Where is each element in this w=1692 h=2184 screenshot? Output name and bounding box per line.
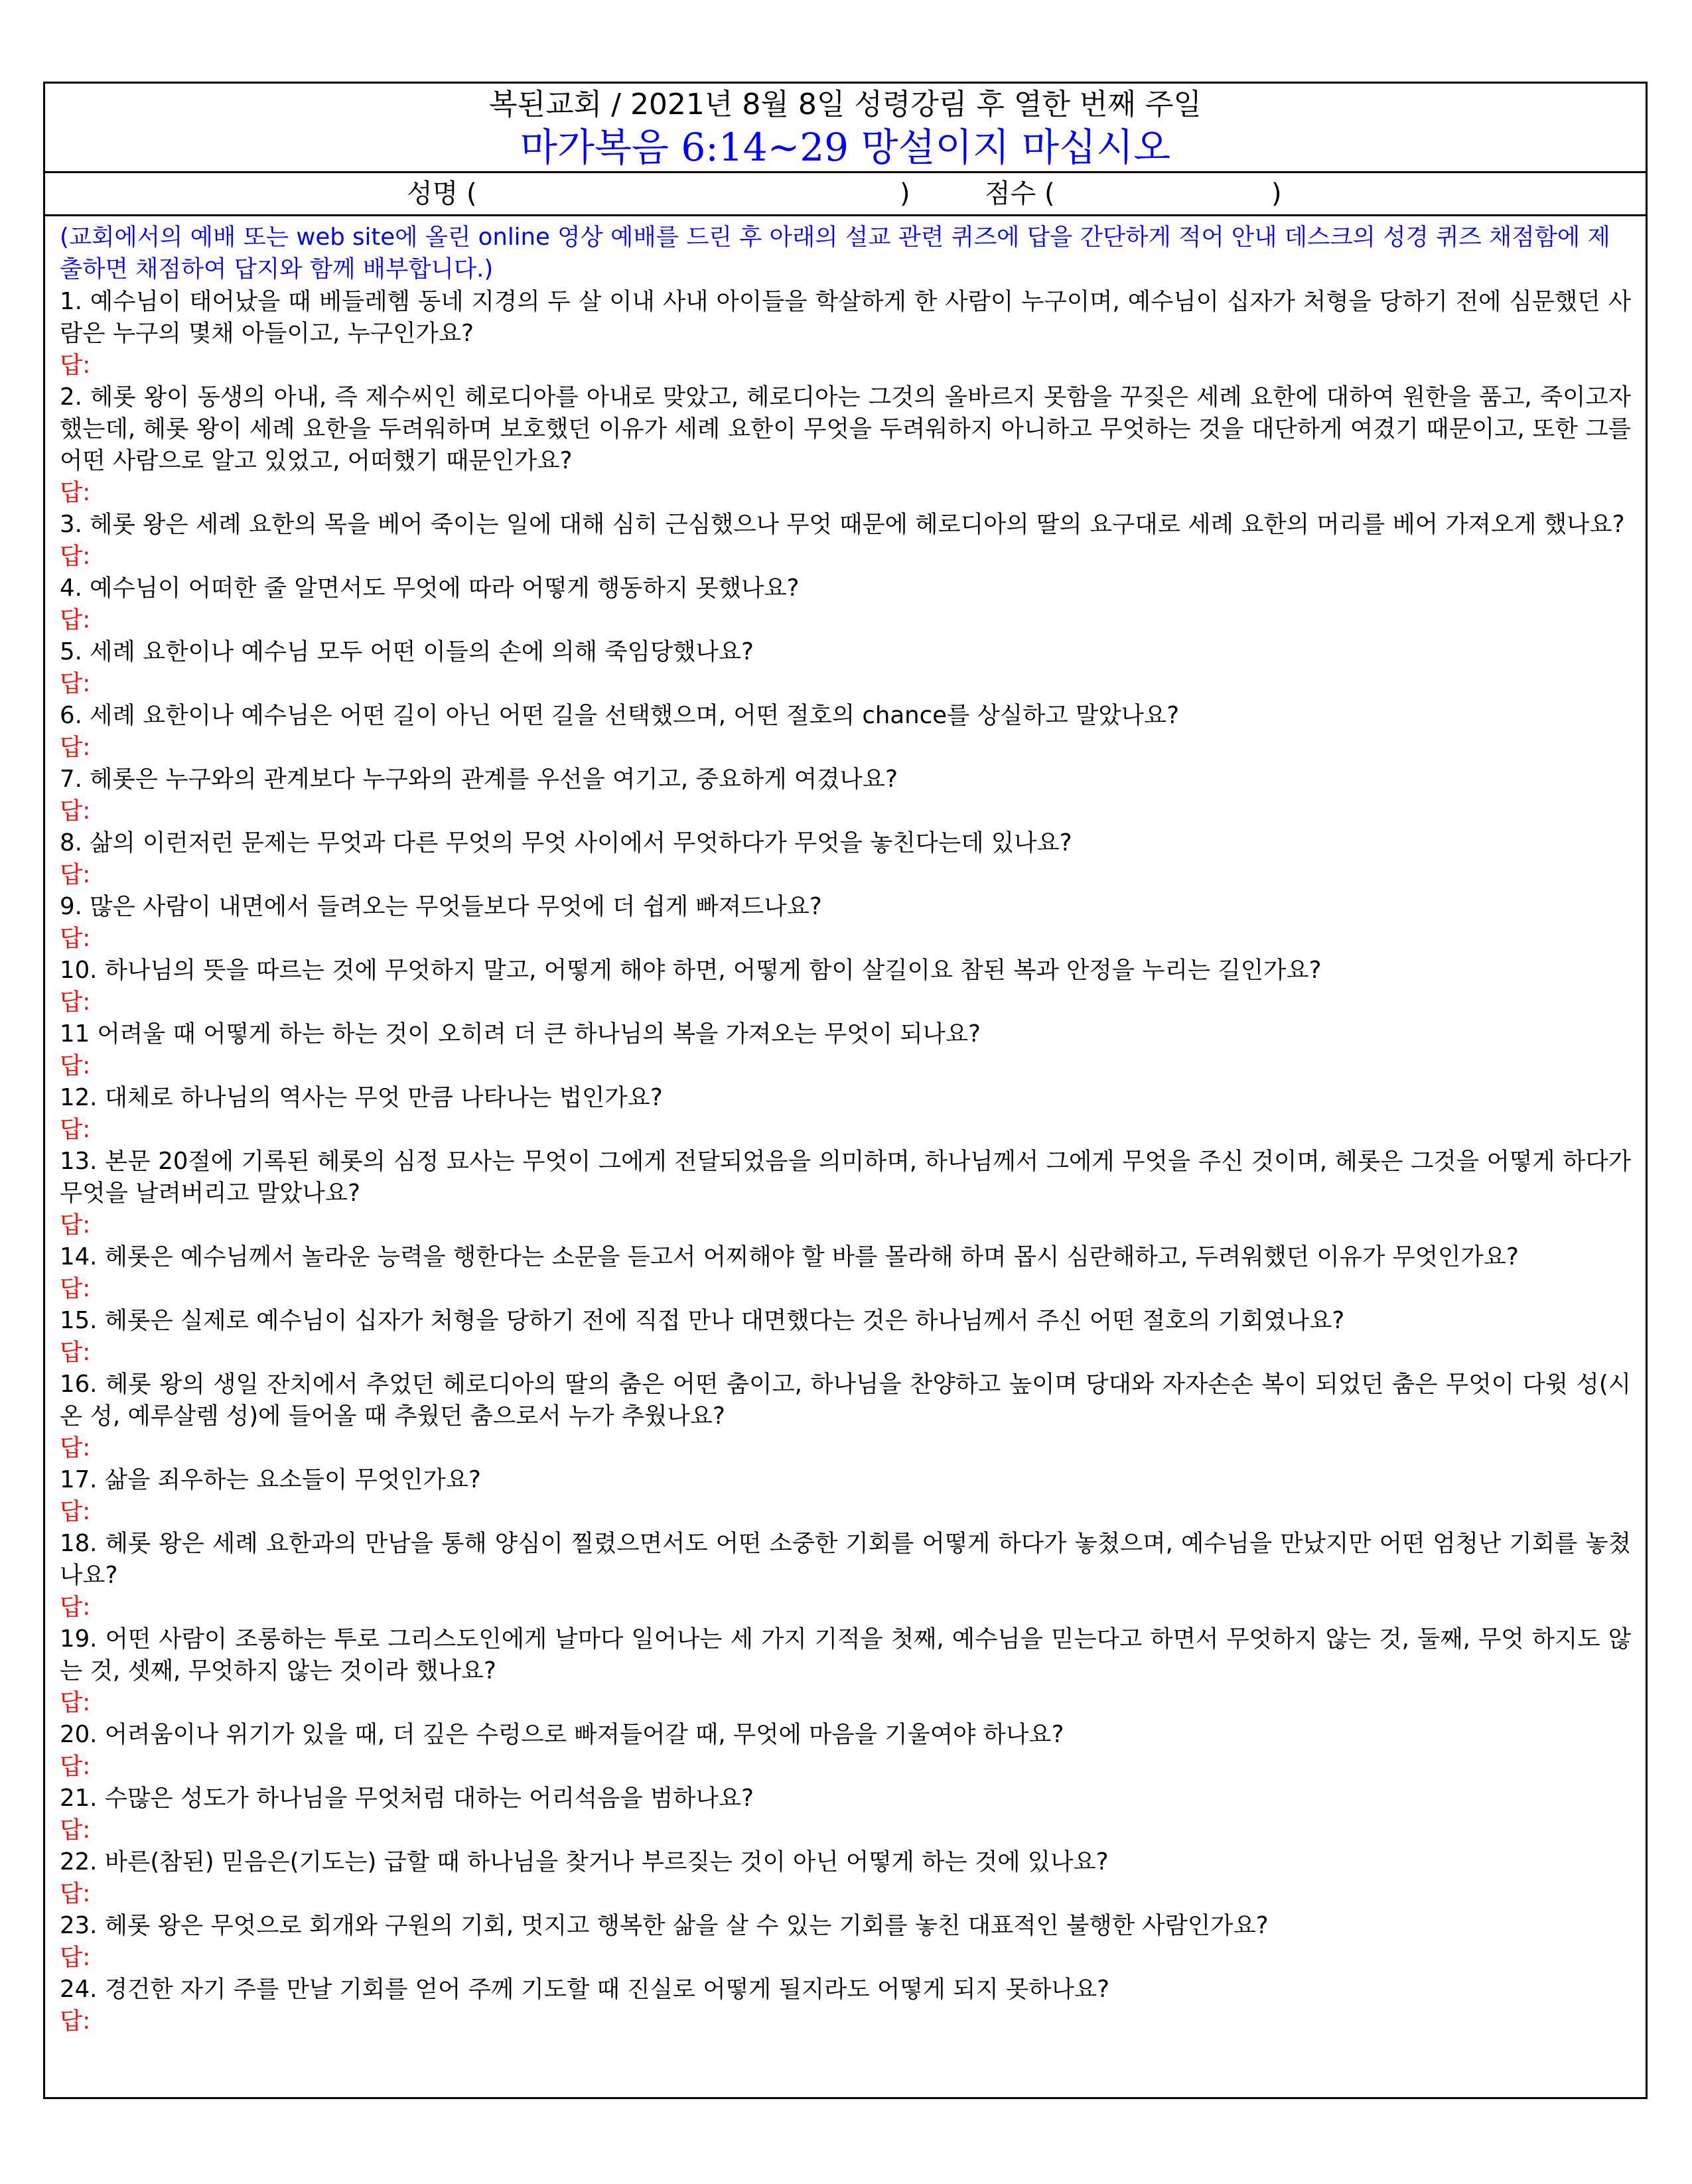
question-item — [60, 636, 1631, 700]
question-item — [60, 1623, 1631, 1719]
answer-label: 답: — [60, 1944, 91, 1971]
question-text: 4. 예수님이 어떠한 줄 알면서도 무엇에 따라 어떻게 행동하지 못했나요? — [60, 575, 800, 602]
question-text: 22. 바른(참된) 믿음은(기도는) 급할 때 하나님을 찾거나 부르짖는 것이 아닌 어떻게 하는 것에 있나요? — [60, 1848, 1109, 1876]
answer-label: 답: — [60, 1498, 91, 1525]
question-text: 17. 삶을 죄우하는 요소들이 무엇인가요? — [60, 1466, 481, 1493]
name-label: 성명 ( — [407, 178, 477, 209]
question-text: 3. 헤롯 왕은 세례 요한의 목을 베어 죽이는 일에 대해 심히 근심했으나 무엇 때문에 헤로디아의 딸의 요구대로 세례 요한의 머리를 베어 가져오게 했나요? — [60, 511, 1625, 538]
question-item — [60, 891, 1631, 955]
question-item — [60, 1846, 1631, 1910]
question-item — [60, 286, 1631, 381]
question-item — [60, 381, 1631, 509]
answer-label: 답: — [60, 1275, 91, 1302]
question-item — [60, 1305, 1631, 1369]
question-text: 2. 헤롯 왕이 동생의 아내, 즉 제수씨인 헤로디아를 아내로 맞았고, 헤로디아는 그것의 올바르지 못함을 꾸짖은 세례 요한에 대하여 원한을 품고, 죽이고자 했는데, 헤롯 왕이 세례 요한을 두려워하며 보호했던 이유가 세례 요한이 무엇을 두려워하지 아니하고 무엇하는 것을 대단하게 여겼기 때문이고, 또한 그를 어떤 사람으로 알고 있었고, 어떠했기 때문인가요? — [60, 383, 1631, 474]
question-text: 16. 헤롯 왕의 생일 잔치에서 추었던 헤로디아의 딸의 춤은 어떤 춤이고, 하나님을 찬양하고 높이며 당대와 자자손손 복이 되었던 춤은 무엇이 다윗 성(시온 성, 예루살렘 성)에 들어올 때 추웠던 춤으로서 누가 추웠나요? — [60, 1371, 1631, 1430]
answer-label: 답: — [60, 925, 91, 952]
answer-label: 답: — [60, 1880, 91, 1907]
question-text: 23. 헤롯 왕은 무엇으로 회개와 구원의 기회, 멋지고 행복한 삶을 살 수 있는 기회를 놓친 대표적인 불행한 사람인가요? — [60, 1912, 1269, 1939]
question-text: 11 어려울 때 어떻게 하는 하는 것이 오히려 더 큰 하나님의 복을 가져오는 무엇이 되나요? — [60, 1020, 981, 1048]
answer-label: 답: — [60, 2008, 91, 2035]
question-list — [60, 286, 1631, 2037]
question-item — [60, 1719, 1631, 1783]
sermon-title: 마가복음 6:14~29 망설이지 마십시오 — [520, 125, 1171, 170]
answer-label: 답: — [60, 797, 91, 825]
question-item — [60, 764, 1631, 827]
answer-label: 답: — [60, 1052, 91, 1079]
answer-label: 답: — [60, 670, 91, 697]
question-item — [60, 1974, 1631, 2037]
question-text: 5. 세례 요한이나 예수님 모두 어떤 이들의 손에 의해 죽임당했나요? — [60, 638, 754, 665]
answer-label: 답: — [60, 479, 91, 506]
answer-label: 답: — [60, 606, 91, 634]
answer-label: 답: — [60, 734, 91, 761]
church-date-line: 복된교회 / 2021년 8월 8일 성령강림 후 열한 번째 주일 — [489, 88, 1202, 121]
question-text: 12. 대체로 하나님의 역사는 무엇 만큼 나타나는 법인가요? — [60, 1084, 663, 1111]
question-text: 1. 예수님이 태어났을 때 베들레헴 동네 지경의 두 살 이내 사내 아이들을 학살하게 한 사람이 누구이며, 예수님이 십자가 처형을 당하기 전에 심문했던 사람은 누구의 몇채 아들이고, 누구인가요? — [60, 288, 1631, 347]
instructions-text: (교회에서의 예배 또는 web site에 올린 online 영상 예배를 드린 후 아래의 설교 관련 퀴즈에 답을 간단하게 적어 안내 데스크의 성경 퀴즈 채점함에 제출하면 채점하여 답지와 함께 배부합니다.) — [60, 224, 1610, 283]
question-item — [60, 1241, 1631, 1305]
answer-label: 답: — [60, 1339, 91, 1366]
question-item — [60, 1146, 1631, 1241]
score-close-paren: ) — [1271, 178, 1282, 209]
question-item — [60, 1528, 1631, 1623]
question-text: 24. 경건한 자기 주를 만날 기회를 얻어 주께 기도할 때 진실로 어떻게 될지라도 어떻게 되지 못하나요? — [60, 1976, 1109, 2003]
answer-label: 답: — [60, 1594, 91, 1621]
question-text: 6. 세례 요한이나 예수님은 어떤 길이 아닌 어떤 길을 선택했으며, 어떤 절호의 chance를 상실하고 말았나요? — [60, 702, 1180, 729]
quiz-body — [45, 216, 1646, 2037]
question-text: 7. 헤롯은 누구와의 관계보다 누구와의 관계를 우선을 여기고, 중요하게 여겼나요? — [60, 766, 898, 793]
question-item — [60, 1082, 1631, 1146]
answer-label: 답: — [60, 861, 91, 888]
name-close-paren: ) — [900, 178, 910, 209]
question-item — [60, 700, 1631, 764]
answer-label: 답: — [60, 1116, 91, 1143]
question-text: 15. 헤롯은 실제로 예수님이 십자가 처형을 당하기 전에 직접 만나 대면했다는 것은 하나님께서 주신 어떤 절호의 기회였나요? — [60, 1307, 1345, 1334]
question-text: 20. 어려움이나 위기가 있을 때, 더 깊은 수렁으로 빠져들어갈 때, 무엇에 마음을 기울여야 하나요? — [60, 1721, 1064, 1748]
question-text: 8. 삶의 이런저런 문제는 무엇과 다른 무엇의 무엇 사이에서 무엇하다가 무엇을 놓친다는데 있나요? — [60, 829, 1072, 856]
answer-label: 답: — [60, 543, 91, 570]
question-item — [60, 1783, 1631, 1846]
question-text: 13. 본문 20절에 기록된 헤롯의 심정 묘사는 무엇이 그에게 전달되었음을 의미하며, 하나님께서 그에게 무엇을 주신 것이며, 헤롯은 그것을 어떻게 하다가 무엇을 날려버리고 말았나요? — [60, 1148, 1631, 1207]
answer-label: 답: — [60, 1211, 91, 1239]
name-score-row — [45, 173, 1646, 216]
question-item — [60, 955, 1631, 1018]
question-item — [60, 1018, 1631, 1082]
answer-label: 답: — [60, 1689, 91, 1716]
question-item — [60, 1464, 1631, 1528]
question-item — [60, 1369, 1631, 1464]
question-item — [60, 827, 1631, 891]
question-text: 10. 하나님의 뜻을 따르는 것에 무엇하지 말고, 어떻게 해야 하면, 어떻게 함이 살길이요 참된 복과 안정을 누리는 길인가요? — [60, 957, 1322, 984]
answer-label: 답: — [60, 1753, 91, 1780]
question-item — [60, 573, 1631, 636]
question-text: 19. 어떤 사람이 조롱하는 투로 그리스도인에게 날마다 일어나는 세 가지 기적을 첫째, 예수님을 믿는다고 하면서 무엇하지 않는 것, 둘째, 무엇 하지도 않는 것, 셋째, 무엇하지 않는 것이라 했나요? — [60, 1625, 1631, 1684]
quiz-sheet — [43, 82, 1648, 2099]
question-text: 18. 헤롯 왕은 세례 요한과의 만남을 통해 양심이 찔렸으면서도 어떤 소중한 기회를 어떻게 하다가 놓쳤으며, 예수님을 만났지만 어떤 엄청난 기회를 놓쳤나요? — [60, 1530, 1631, 1589]
answer-label: 답: — [60, 1434, 91, 1462]
sheet-header — [45, 84, 1646, 173]
question-text: 21. 수많은 성도가 하나님을 무엇처럼 대하는 어리석음을 범하나요? — [60, 1785, 754, 1812]
score-label: 점수 ( — [985, 178, 1055, 209]
answer-label: 답: — [60, 1816, 91, 1844]
answer-label: 답: — [60, 989, 91, 1016]
question-text: 9. 많은 사람이 내면에서 들려오는 무엇들보다 무엇에 더 쉽게 빠져드나요? — [60, 893, 822, 920]
question-item — [60, 509, 1631, 573]
question-item — [60, 1910, 1631, 1974]
answer-label: 답: — [60, 352, 91, 379]
question-text: 14. 헤롯은 예수님께서 놀라운 능력을 행한다는 소문을 듣고서 어찌해야 할 바를 몰라해 하며 몹시 심란해하고, 두려워했던 이유가 무엇인가요? — [60, 1243, 1519, 1270]
